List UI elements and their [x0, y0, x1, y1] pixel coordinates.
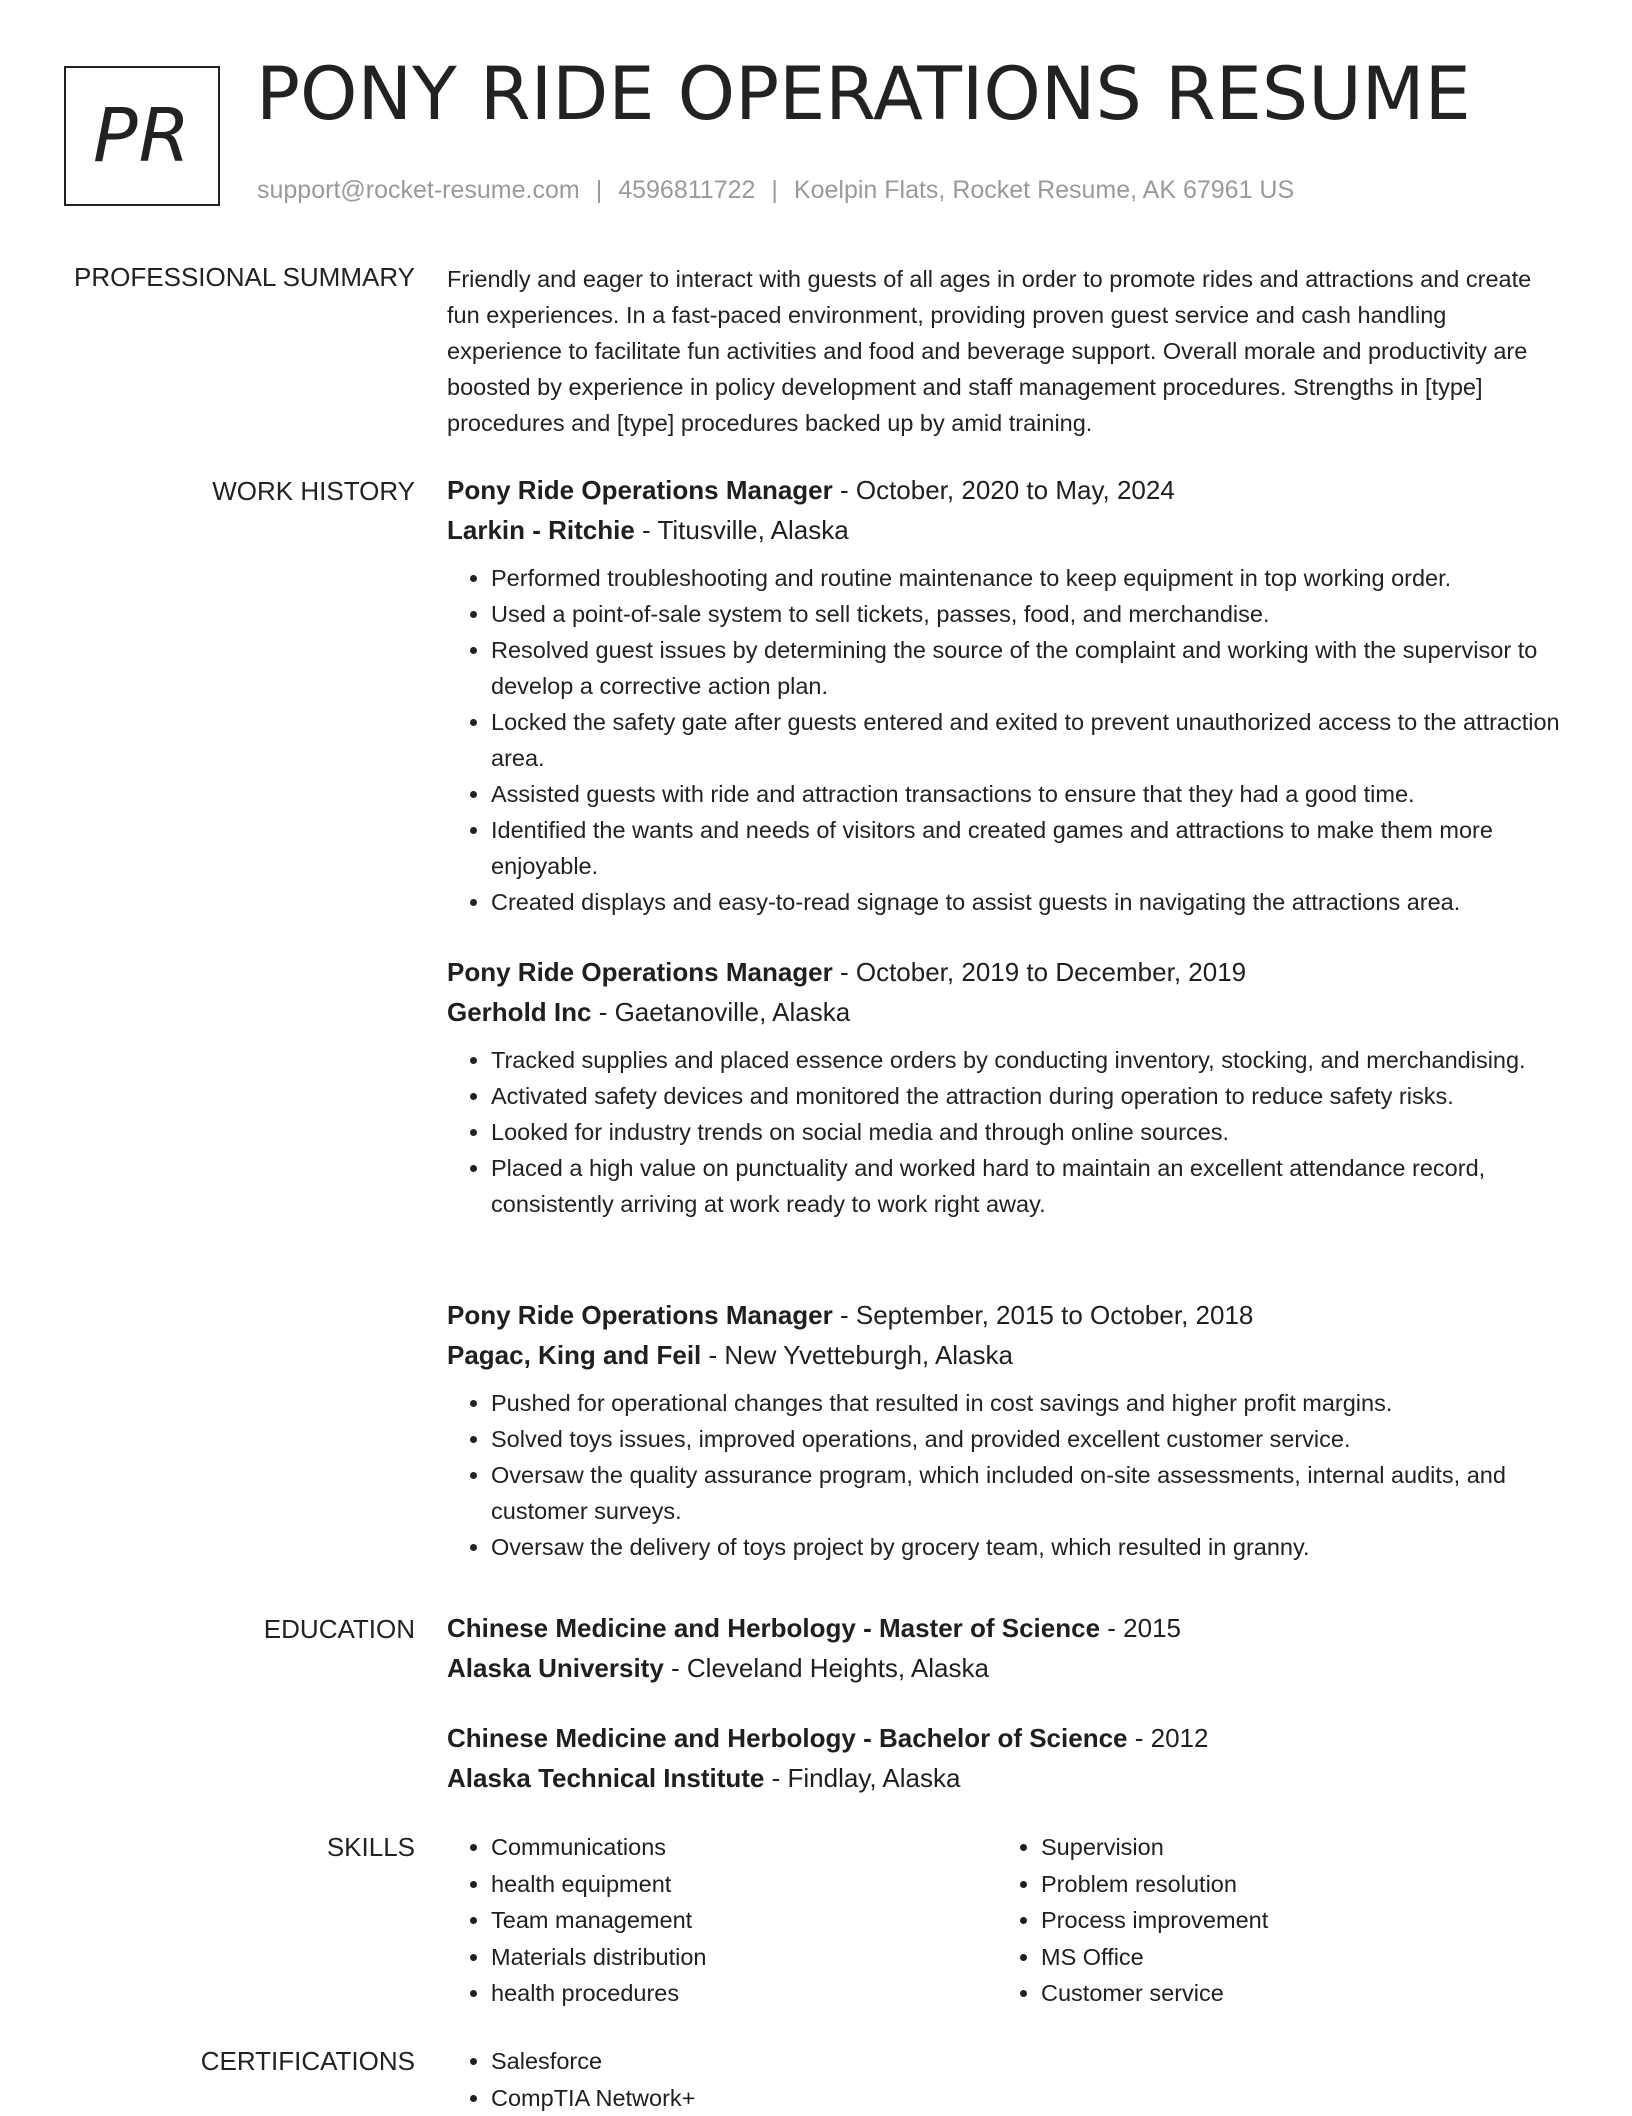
skill-item: • Process improvement	[1041, 1902, 1517, 1939]
certification-item: • CompTIA Network+	[491, 2080, 967, 2116]
education-degree-line	[447, 1718, 1567, 1758]
job-title-line	[447, 1295, 1567, 1335]
education-degree-line	[447, 1608, 1567, 1648]
list-item: • Placed a high value on punctuality and worked hard to maintain an excellent attendance record, consistently arriving at work ready to work right away.	[491, 1150, 1567, 1222]
contact-line	[257, 176, 1294, 205]
education-school-line	[447, 1648, 1567, 1688]
contact-separator: |	[596, 176, 603, 204]
section-label-education: EDUCATION	[264, 1612, 415, 1646]
job-bullet-list	[447, 1042, 1567, 1222]
skills-column-left	[447, 1829, 967, 2012]
list-item: • Assisted guests with ride and attraction transactions to ensure that they had a good time.	[491, 776, 1567, 812]
job-dates: - September, 2015 to October, 2018	[833, 1300, 1254, 1330]
contact-phone[interactable]: 4596811722	[618, 176, 755, 204]
section-label-summary: PROFESSIONAL SUMMARY	[74, 260, 415, 294]
monogram-logo: PR	[64, 66, 220, 206]
education-location: - Findlay, Alaska	[764, 1763, 960, 1793]
list-item: • Identified the wants and needs of visitors and created games and attractions to make them more enjoyable.	[491, 812, 1567, 884]
list-item: • Oversaw the quality assurance program, which included on-site assessments, internal audits, and customer surveys.	[491, 1457, 1567, 1529]
contact-email[interactable]: support@rocket-resume.com	[257, 176, 580, 204]
education-degree: Chinese Medicine and Herbology - Bachelor of Science	[447, 1723, 1128, 1753]
skill-item: • MS Office	[1041, 1939, 1517, 1976]
skill-item: • Materials distribution	[491, 1939, 967, 1976]
list-item: • Pushed for operational changes that resulted in cost savings and higher profit margins.	[491, 1385, 1567, 1421]
job-company-line	[447, 992, 1567, 1032]
section-label-work-history: WORK HISTORY	[212, 474, 415, 508]
job-location: - Gaetanoville, Alaska	[591, 997, 850, 1027]
skills-column-right	[997, 1829, 1517, 2012]
section-label-skills: SKILLS	[327, 1830, 415, 1864]
skill-item: • Communications	[491, 1829, 967, 1866]
education-entry	[447, 1608, 1567, 1688]
resume-title: PONY RIDE OPERATIONS RESUME	[256, 58, 1471, 131]
education-school-line	[447, 1758, 1567, 1798]
list-item: • Tracked supplies and placed essence orders by conducting inventory, stocking, and merchandising.	[491, 1042, 1567, 1078]
certifications-list	[447, 2043, 967, 2116]
skill-item: • Problem resolution	[1041, 1866, 1517, 1903]
job-title: Pony Ride Operations Manager	[447, 957, 833, 987]
list-item: • Solved toys issues, improved operations, and provided excellent customer service.	[491, 1421, 1567, 1457]
job-company: Gerhold Inc	[447, 997, 591, 1027]
list-item: • Looked for industry trends on social media and through online sources.	[491, 1114, 1567, 1150]
job-dates: - October, 2020 to May, 2024	[833, 475, 1175, 505]
skills-list	[997, 1829, 1517, 2012]
job-title: Pony Ride Operations Manager	[447, 1300, 833, 1330]
job-title-line	[447, 470, 1567, 510]
education-year: - 2015	[1100, 1613, 1181, 1643]
job-entry	[447, 470, 1567, 920]
list-item: • Performed troubleshooting and routine maintenance to keep equipment in top working order.	[491, 560, 1567, 596]
job-location: - Titusville, Alaska	[635, 515, 849, 545]
job-company: Pagac, King and Feil	[447, 1340, 701, 1370]
skill-item: • Customer service	[1041, 1975, 1517, 2012]
job-title-line	[447, 952, 1567, 992]
job-company-line	[447, 510, 1567, 550]
job-bullet-list	[447, 1385, 1567, 1565]
contact-address: Koelpin Flats, Rocket Resume, AK 67961 US	[794, 176, 1294, 204]
list-item: • Oversaw the delivery of toys project by grocery team, which resulted in granny.	[491, 1529, 1567, 1565]
education-location: - Cleveland Heights, Alaska	[664, 1653, 989, 1683]
job-title: Pony Ride Operations Manager	[447, 475, 833, 505]
education-school: Alaska Technical Institute	[447, 1763, 764, 1793]
job-bullet-list	[447, 560, 1567, 920]
education-entry	[447, 1718, 1567, 1798]
job-dates: - October, 2019 to December, 2019	[833, 957, 1246, 987]
list-item: • Resolved guest issues by determining the source of the complaint and working with the supervisor to develop a corrective action plan.	[491, 632, 1567, 704]
education-degree: Chinese Medicine and Herbology - Master of Science	[447, 1613, 1100, 1643]
certifications-column	[447, 2043, 967, 2116]
skill-item: • Supervision	[1041, 1829, 1517, 1866]
section-label-certifications: CERTIFICATIONS	[201, 2044, 415, 2078]
skill-item: • Team management	[491, 1902, 967, 1939]
job-company: Larkin - Ritchie	[447, 515, 635, 545]
list-item: • Activated safety devices and monitored the attraction during operation to reduce safety risks.	[491, 1078, 1567, 1114]
education-year: - 2012	[1128, 1723, 1209, 1753]
list-item: • Locked the safety gate after guests entered and exited to prevent unauthorized access to the attraction area.	[491, 704, 1567, 776]
certification-item: • Salesforce	[491, 2043, 967, 2080]
skill-item: • health procedures	[491, 1975, 967, 2012]
job-location: - New Yvetteburgh, Alaska	[701, 1340, 1013, 1370]
skill-item: • health equipment	[491, 1866, 967, 1903]
skills-list	[447, 1829, 967, 2012]
job-entry	[447, 952, 1567, 1222]
job-company-line	[447, 1335, 1567, 1375]
contact-separator: |	[771, 176, 778, 204]
list-item: • Used a point-of-sale system to sell tickets, passes, food, and merchandise.	[491, 596, 1567, 632]
education-school: Alaska University	[447, 1653, 664, 1683]
job-entry	[447, 1295, 1567, 1565]
summary-text: Friendly and eager to interact with guests of all ages in order to promote rides and attractions and create fun experiences. In a fast-paced environment, providing proven guest service and cash handling experience to facilitate fun activities and food and beverage support. Overall morale and productivity are boosted by experience in policy development and staff management procedures. Strengths in [type] procedures and [type] procedures backed up by amid training.	[447, 261, 1567, 441]
list-item: • Created displays and easy-to-read signage to assist guests in navigating the attractions area.	[491, 884, 1567, 920]
